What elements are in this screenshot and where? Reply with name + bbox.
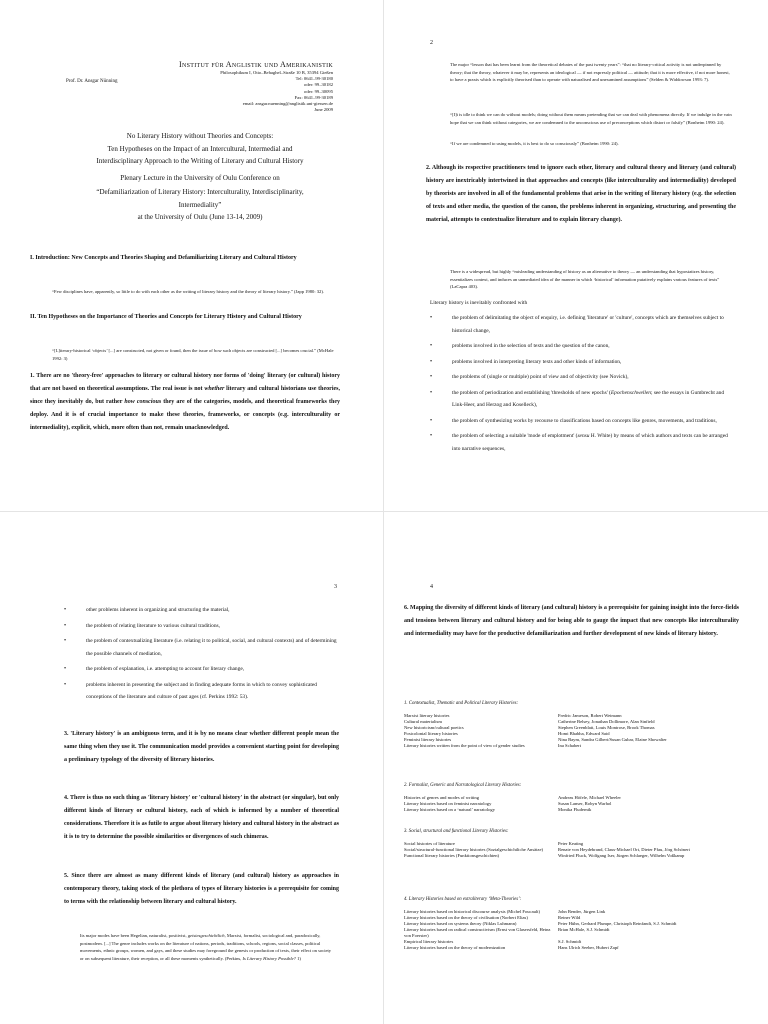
table-row: Literary histories based on the theory of modernization Hans Ulrich Seeber, Hubert Zapf <box>404 945 619 951</box>
block-quote: The major “lesson that has been learnt from the theoretical debates of the past twenty years”: “that no literary-critical activity is not underpinned by theory; that the theory, whatever it may be, represents an ideological — if not expressly political — attitude; that it is more effective, if not more honest, to have a praxis which is explicitly theorised than to operate with naturalised and unexamined assumptions” (Selden & Widdowson 1993: 7). <box>450 62 730 83</box>
block-quote: Its major modes have been Hegelian, naturalist, positivist, geistesgeschichtlich, Marxist, formalist, sociological and, paradoxically, postmodern. [...] The genre includes works on the literature of nations, periods, traditions, schools, regions, social classes, political movements, ethnic groups, women, and gays, and these studies may foreground the genesis or production of texts, their effect on society or on subsequent literature, their reception, or all these moments synthetically. (Perkins, Is Literary History Possible? 1) <box>80 933 332 961</box>
title-line: Plenary Lecture in the University of Oulu Conference on <box>120 173 280 182</box>
literary-history-group <box>404 700 739 750</box>
title-line: Interdisciplinary Approach to the Writing of Literary and Cultural History <box>96 157 304 165</box>
professor-name: Prof. Dr. Ansgar Nünning <box>66 79 118 84</box>
title-line: No Literary History without Theories and Concepts: <box>126 132 274 140</box>
table-row: New historicism/cultural poetics Stephen Greenblatt, Louis Montrose, Brook Thomas <box>404 725 655 731</box>
literary-history-group <box>404 896 739 951</box>
problem-list <box>64 604 339 707</box>
table-row: Postcolonial literary histories Homi Bhabha, Edward Said <box>404 731 610 737</box>
list-item: • problems involved in interpreting literary texts and other kinds of information, <box>430 356 730 369</box>
institute-address <box>133 70 333 113</box>
table-row: Literary histories written from the point of view of gender studies Ina Schabert <box>404 743 582 749</box>
address-line: June 2009 <box>314 107 333 113</box>
table-row: Literary histories based on radical constructivism (Ernst von Glasersfeld, Heinz von Foerster) Brian McHale, S.J. Schmidt <box>404 927 610 938</box>
hypothesis-paragraph: 1. There are no 'theory-free' approaches to literary or cultural history nor forms of 'doing' literary (or cultural) history that are not based on theoretical assumptions. The real issue is not whether literary and cultural historians use theories, since they inevitably do, but rather how conscious they are of the categories, models, and theoretical frameworks they deploy. And it is of crucial importance to make these theories, frameworks, or concepts (e.g. interculturality or intermediality), explicit, which, more often than not, remain unacknowledged. <box>30 373 340 431</box>
group-heading: 4. Literary Histories based on extraliterary ‘Meta-Theories’: <box>404 897 522 902</box>
hypothesis-paragraph: 2. Although its respective practitioners tend to ignore each other, literary and cultural theory and literary (and cultural) history are inextricably intertwined in that approaches and concepts (like interculturality and intermediality) developed by theorists are involved in all of the fundamental problems that arise in the writing of literary history (e.g. the selection of texts and other media, the question of the canon, the problems inherent in organizing, structuring, and presenting the material, attempts to contextualize literature and to explain literary change). <box>426 165 736 223</box>
block-quote: There is a widespread, but highly “misleading understanding of history as an alternative to theory — an understanding that hypostatizes history, essentializes context, and induces an unmediated idea of the manner in which ‘historical’ information putatively explains various features of texts” (LaCapra 403). <box>450 269 720 290</box>
block-quote: “Few disciplines have, apparently, so little to do with each other as the writing of literary history and the theory of literary history.” (Japp 1980: 32). <box>52 289 325 294</box>
table-row: Literary histories based on the theory of civilisation (Norbert Elias) Reiner Wild <box>404 915 581 921</box>
list-item: • problems inherent in presenting the subject and in finding adequate forms in which to convey sophisticated conceptions of the literature and culture of past ages (cf. Perkins 1992: 53). <box>64 679 339 704</box>
page-1 <box>0 0 384 512</box>
address-line: Fax: 0641–99-30189 <box>294 94 333 100</box>
table-row: Literary histories based on a ‘natural’ narratology Monika Fludernik <box>404 807 592 813</box>
hypothesis-paragraph: 4. There is thus no such thing as 'literary history' or 'cultural history' in the abstract (or singular), but only different kinds of literary or cultural history, each of which is informed by a number of theoretical considerations. Therefore it is as futile to argue about literary history and cultural history in the abstract as it is to try to determine the possible similarities or divergences of such chimeras. <box>64 795 339 840</box>
table-row: Literary histories based on feminist narratology Susan Lanser, Robyn Warhol <box>404 801 612 807</box>
page-2 <box>384 0 768 512</box>
literary-history-group <box>404 782 739 813</box>
hypothesis-paragraph: 6. Mapping the diversity of different kinds of literary (and cultural) history is a prerequisite for gaining insight into the force-fields and tensions between literary and cultural history and for being able to gauge the impact that new concepts like interculturality and intermediality may have for the productive defamiliarization and further development of new kinds of literary history. <box>404 605 739 637</box>
table-row: Literary histories based on historical discourse analysis (Michel Foucault) John Bender, Jürgen Link <box>404 909 606 914</box>
institute-name: Institut für Anglistik und Amerikanistik <box>179 60 333 69</box>
block-quote: “[L]iterary-historical ‘objects’ [...] are constructed, not given or found, then the issue of how such objects are constructed [...] becomes crucial.” (McHale 1992: 3) <box>52 348 334 361</box>
page-number: 4 <box>430 584 433 590</box>
list-item: • the problem of synthesizing works by recourse to classifications based on concepts like genres, movements, and traditions, <box>430 415 730 428</box>
intro-line: Literary history is inevitably confronted with <box>430 300 528 306</box>
group-heading: 1. Contextualist, Thematic and Political Literary Histories: <box>404 701 519 706</box>
table-row: Feminist literary histories Nina Baym, Sandra Gilbert/Susan Gubar, Elaine Showalter <box>404 737 667 743</box>
list-item: • other problems inherent in organizing and structuring the material, <box>64 604 339 617</box>
section-heading: I. Introduction: New Concepts and Theories Shaping and Defamiliarizing Literary and Cultural History <box>30 255 297 261</box>
address-line: Tel: 0641–99-30180 <box>295 76 333 82</box>
literary-history-group <box>404 828 739 859</box>
list-item: • the problem of relating literature to various cultural traditions, <box>64 620 339 633</box>
title-line: “Defamiliarization of Literary History: Interculturality, Interdisciplinarity, <box>96 188 304 196</box>
section-heading: II. Ten Hypotheses on the Importance of Theories and Concepts for Literary History and Cultural History <box>30 314 302 320</box>
address-line: oder: 99–30095 <box>304 88 333 94</box>
table-row: Functional literary histories (Funktionsgeschichten) Winfried Fluck, Wolfgang Iser, Jürgen Schlaeger, Wilhelm Voßkamp <box>404 853 685 859</box>
group-heading: 2. Formalist, Generic and Narratological Literary Histories: <box>404 783 522 788</box>
table-row: Marxist literary histories Fredric Jameson, Robert Weimann <box>404 713 622 718</box>
page-3 <box>0 512 384 1024</box>
list-item: • the problem of explanation, i.e. attempting to account for literary change, <box>64 663 339 676</box>
page-number: 3 <box>334 584 337 590</box>
hypothesis-paragraph: 5. Since there are almost as many different kinds of literary (and cultural) history as approaches in contemporary theory, taking stock of the plethora of types of literary histories is a prerequisite for coming to terms with the relationship between literary and cultural history. <box>64 873 339 905</box>
address-line: oder: 99–30182 <box>304 82 333 88</box>
block-quote: “If we are condemned to using models, it is best to do so consciously” (Bonheim 1990: 24). <box>450 141 619 146</box>
list-item: • the problem of delimitating the object of enquiry, i.e. defining 'literature' or 'culture', concepts which are themselves subject to historical change, <box>430 312 730 337</box>
page-number: 2 <box>430 40 433 46</box>
title-line: at the University of Oulu (June 13-14, 2009) <box>137 213 263 221</box>
list-item: • problems involved in the selection of texts and the question of the canon, <box>430 340 730 353</box>
table-row: Literary histories based on systems theory (Niklas Luhmann) Peter Hühn, Gerhard Plumpe, Christoph Reinfandt, S.J. Schmidt <box>404 921 677 927</box>
address-line: email: ansgar.nuenning@anglistik.uni-giessen.de <box>242 101 333 107</box>
list-item: • the problems of (single or multiple) point of view and of objectivity (see Novick), <box>430 371 730 384</box>
list-item: • the problem of contextualizing literature (i.e. relating it to political, social, and cultural contexts) and of determining the possible channels of mediation, <box>64 635 339 660</box>
table-row: Empirical literary histories S.J. Schmidt <box>404 938 582 944</box>
list-item: • the problem of periodization and establishing 'thresholds of new epochs' (Epochenschwellen; see the essays in Gumbrecht and Link-Heer, and Herzog and Koselleck), <box>430 387 730 412</box>
block-quote: “[I]t is idle to think we can do without models; doing without them means pretending that we can deal with phenomena directly. If we indulge in the vain hope that we can think without categories, we are condemned to the unconscious use of preconceptions which distort or falsify” (Bonheim 1990: 24). <box>450 112 732 125</box>
lecture-title <box>60 130 340 224</box>
table-row: Social/structural-functional literary histories (Sozialgeschichtliche Ansätze) Renate von Heydebrand, Claus-Michael Ort, Dieter Pfau, Jörg Schönert <box>404 847 690 853</box>
hypothesis-paragraph: 3. 'Literary history' is an ambiguous term, and it is by no means clear whether different people mean the same thing when they use it. The communication model provides a convenient starting point for developing a preliminary typology of the diversity of literary histories. <box>64 731 339 763</box>
table-row: Histories of genres and modes of writing Andreas Höfele, Michael Wheeler <box>404 795 621 800</box>
list-item: • the problem of selecting a suitable 'mode of emplotment' (sensu H. White) by means of which authors and texts can be arranged into narrative sequences, <box>430 430 730 455</box>
table-row: Cultural materialism Catherine Belsey, Jonathan Dollimore, Alan Sinfield <box>404 719 655 725</box>
page-4 <box>384 512 768 1024</box>
problem-list <box>430 312 730 458</box>
group-heading: 3. Social, structural and functional Literary Histories: <box>404 829 509 834</box>
table-row: Social histories of literature Peter Keating <box>404 841 584 846</box>
address-line: Philosophikum I, Otto–Behaghel–Straße 10 B, 35394 Gießen <box>220 70 333 75</box>
title-line: Intermediality” <box>178 200 222 209</box>
title-line: Ten Hypotheses on the Impact of an Intercultural, Intermedial and <box>107 144 293 153</box>
